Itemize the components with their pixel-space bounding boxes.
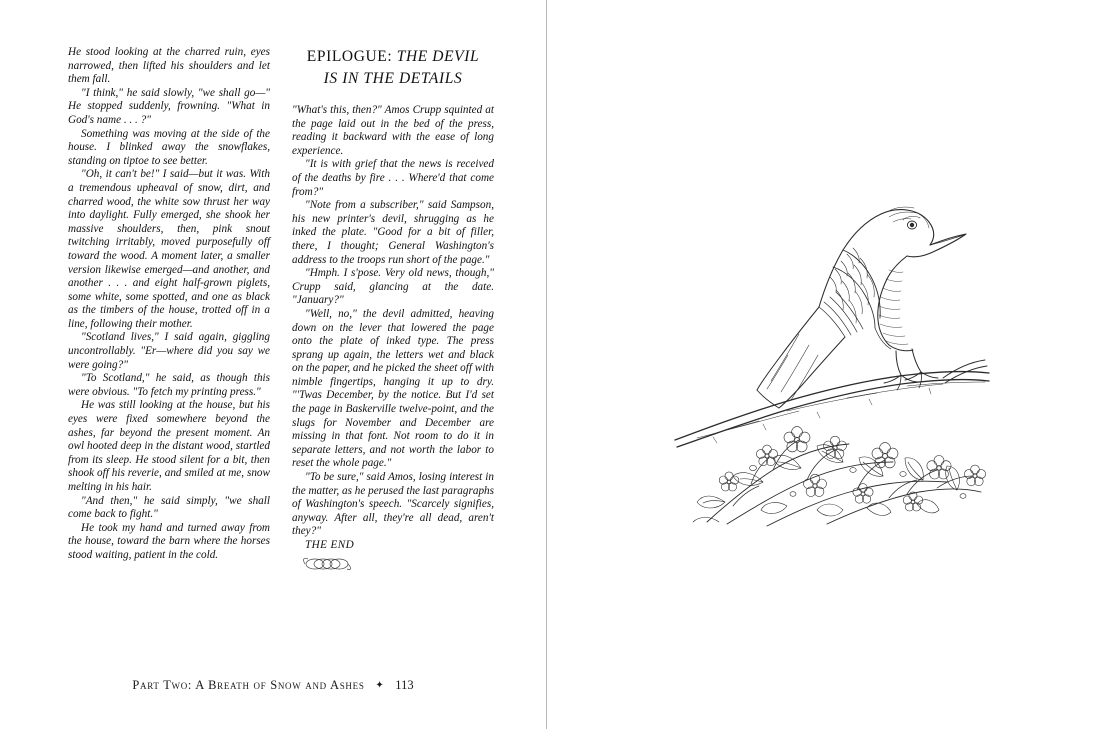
paragraph: "To Scotland," he said, as though this were obvious. "To fetch my printing press." bbox=[68, 372, 270, 398]
paragraph: "I think," he said slowly, "we shall go—" He stopped suddenly, frowning. "What in God's name . . . ?" bbox=[68, 86, 270, 126]
right-illustration-page bbox=[547, 0, 1100, 729]
the-end-label: THE END bbox=[305, 539, 355, 551]
paragraph: He stood looking at the charred ruin, eyes narrowed, then lifted his shoulders and let them fall. bbox=[68, 46, 270, 86]
paragraph: "And then," he said simply, "we shall come back to fight." bbox=[68, 494, 270, 521]
paragraph: "Note from a subscriber," said Sampson, his new printer's devil, shrugging as he inked the plate. "Good for a bit of filler, there, I thought; General Washington's address to the troops run short of the page." bbox=[292, 199, 494, 266]
text-column-2 bbox=[292, 46, 494, 606]
epilogue-heading-title-line-2: IS IN THE DETAILS bbox=[323, 70, 463, 87]
paragraph: "Scotland lives," I said again, giggling uncontrollably. "Er—where did you say we were going?" bbox=[68, 331, 270, 371]
epilogue-heading-title-line-1: THE DEVIL bbox=[396, 48, 480, 65]
footer-part-title: Part Two: A Breath of Snow and Ashes bbox=[132, 678, 365, 692]
paragraph: "Hmph. I s'pose. Very old news, though," Crupp said, glancing at the date. "January?" bbox=[292, 267, 494, 307]
epilogue-heading bbox=[292, 46, 494, 90]
flourish-ornament bbox=[292, 555, 494, 578]
page-footer bbox=[0, 678, 546, 693]
footer-page-number: 113 bbox=[395, 678, 414, 692]
footer-separator-icon: ✦ bbox=[375, 680, 385, 691]
text-columns bbox=[68, 46, 494, 606]
paragraph: "It is with grief that the news is received of the deaths by fire . . . Where'd that come from?" bbox=[292, 158, 494, 198]
bird-perched-on-branch-over-buttercup-flowers-illustration bbox=[667, 150, 997, 530]
epilogue-heading-label: EPILOGUE: bbox=[306, 48, 393, 65]
paragraph: "To be sure," said Amos, losing interest in the matter, as he perused the last paragraphs of Washington's speech. "Scarcely signifies, anyway. After all, they're all dead, aren't they?" bbox=[292, 471, 494, 538]
paragraph: "Well, no," the devil admitted, heaving down on the lever that lowered the page onto the plate of inked type. The press sprang up again, the letters wet and black on the paper, and he picked the sheet off with nimble fingertips, hanging it up to dry. "'Twas December, by the notice. But I'd set the page in Baskerville twelve-point, and the slugs for November and December are missing in that font. Not room to do it in separate letters, and not worth the labor to reset the whole page." bbox=[292, 307, 494, 470]
left-text-page bbox=[0, 0, 546, 729]
paragraph: He was still looking at the house, but his eyes were fixed somewhere beyond the ashes, far beyond the present moment. An owl hooted deep in the distant wood, startled from its sleep. He stood silent for a bit, then shook off his reverie, and smiled at me, snow melting in his hair. bbox=[68, 399, 270, 493]
paragraph: He took my hand and turned away from the house, toward the barn where the horses stood waiting, patient in the cold. bbox=[68, 521, 270, 561]
paragraph: Something was moving at the side of the house. I blinked away the snowflakes, standing on tiptoe to see better. bbox=[68, 127, 270, 167]
paragraph: "What's this, then?" Amos Crupp squinted at the page laid out in the bed of the press, reading it backward with the ease of long experience. bbox=[292, 104, 494, 157]
paragraph: "Oh, it can't be!" I said—but it was. With a tremendous upheaval of snow, dirt, and charred wood, the white sow thrust her way into daylight. Fully emerged, she shook her massive shoulders, then, pink snout twitching irritably, moved purposefully off toward the wood. A moment later, a smaller version likewise emerged—and another, and another . . . and eight half-grown piglets, some white, some spotted, and one as black as the timbers of the house, trotted off in a line, following their mother. bbox=[68, 168, 270, 330]
text-column-1 bbox=[68, 46, 270, 606]
